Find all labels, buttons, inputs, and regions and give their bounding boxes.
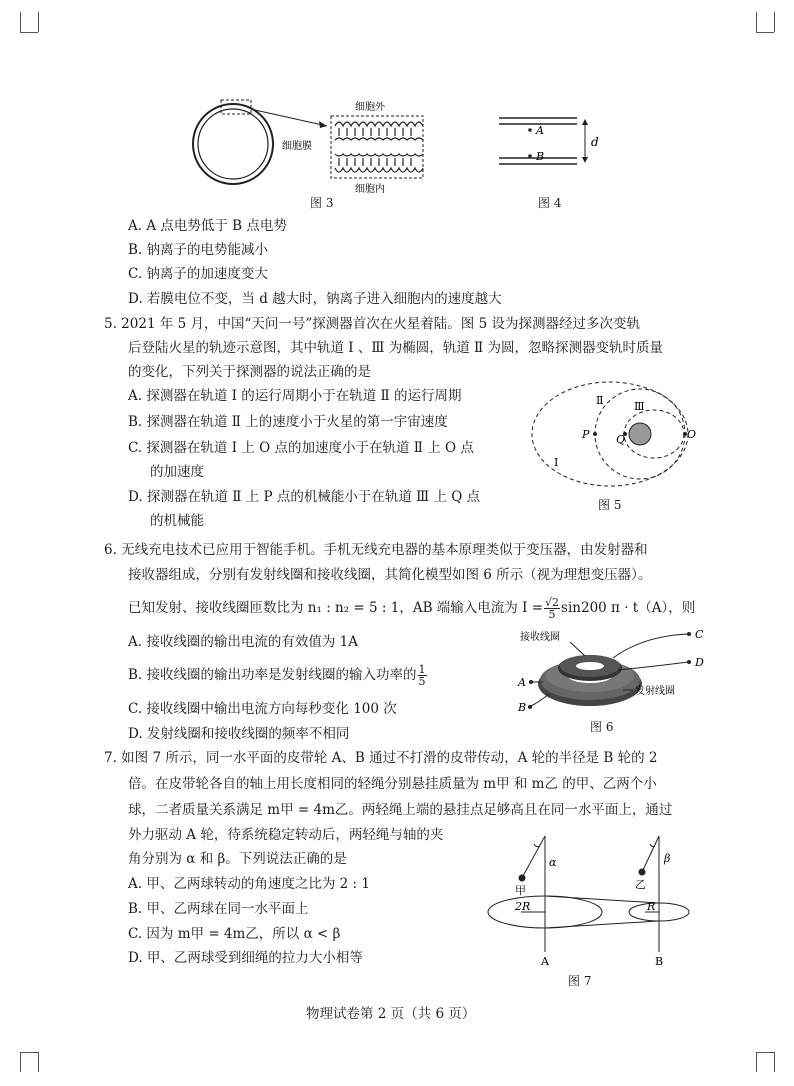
crop-mark xyxy=(20,1052,21,1072)
figure-4-caption: 图 4 xyxy=(538,196,562,210)
crop-mark xyxy=(774,1052,775,1072)
figure-5-orbits xyxy=(530,380,700,490)
label-c: C xyxy=(695,628,704,641)
q5-stem-line-2: 后登陆火星的轨迹示意图，其中轨道 Ⅰ 、Ⅲ 为椭圆，轨道 Ⅱ 为圆，忽略探测器变轨时质量 xyxy=(128,340,663,356)
q6-line3-b: sin200 π · t（A），则 xyxy=(561,600,696,616)
figure-6-coils xyxy=(515,622,715,722)
q6-line3-a: 已知发射、接收线圈匝数比为 n₁ : n₂ = 5 : 1，AB 端输入电流为 I = xyxy=(128,600,544,616)
label-axis-a: A xyxy=(541,955,549,967)
q7-option-d: D. 甲、乙两球受到细绳的拉力大小相等 xyxy=(128,950,363,966)
label-beta: β xyxy=(664,852,671,865)
figure-3-caption: 图 3 xyxy=(310,196,334,210)
label-r: R xyxy=(647,900,656,913)
label-b: B xyxy=(518,701,527,714)
crop-mark xyxy=(20,12,21,32)
q4-option-c: C. 钠离子的加速度变大 xyxy=(128,266,268,282)
crop-mark xyxy=(38,12,39,32)
q6-option-a: A. 接收线圈的输出电流的有效值为 1A xyxy=(128,634,358,650)
label-send-coil: 发射线圈 xyxy=(635,686,675,697)
q5-stem-line-1: 5. 2021 年 5 月，中国“天问一号”探测器首次在火星着陆。图 5 设为探测器经过多次变轨 xyxy=(104,316,640,332)
q7-stem-line-2: 倍。在皮带轮各自的轴上用长度相同的轻绳分别悬挂质量为 m甲 和 m乙 的甲、乙两个小 xyxy=(128,776,657,792)
crop-mark xyxy=(756,1052,757,1072)
crop-mark xyxy=(20,32,38,33)
figure-4-plates xyxy=(495,112,615,172)
frac-numerator: 1 xyxy=(418,663,426,676)
q5-option-c: C. 探测器在轨道 Ⅰ 上 O 点的加速度小于在轨道 Ⅱ 上 O 点 xyxy=(128,440,474,456)
label-orbit-3: Ⅲ xyxy=(634,400,645,413)
label-q: Q xyxy=(616,433,626,446)
q6-option-d: D. 发射线圈和接收线圈的频率不相同 xyxy=(128,726,350,742)
label-receive-coil: 接收线圈 xyxy=(520,632,560,643)
frac-denominator: 5 xyxy=(548,608,556,621)
q4-option-d: D. 若膜电位不变，当 d 越大时，钠离子进入细胞内的速度越大 xyxy=(128,291,502,307)
label-2r: 2R xyxy=(515,900,531,913)
label-ball-b: 乙 xyxy=(635,878,646,891)
q5-option-d-cont: 的机械能 xyxy=(150,513,204,529)
label-b: B xyxy=(536,150,545,163)
q7-stem-line-3: 球，二者质量关系满足 m甲 = 4m乙。两轻绳上端的悬挂点足够高且在同一水平面上，通过 xyxy=(128,802,673,818)
label-orbit-2: Ⅱ xyxy=(596,394,604,407)
q6-stem-line-3 xyxy=(128,596,695,620)
crop-mark xyxy=(774,12,775,32)
q5-option-c-cont: 的加速度 xyxy=(150,464,204,480)
q6-line3-fraction xyxy=(544,597,560,620)
figure-7-caption: 图 7 xyxy=(568,974,592,988)
figure-6-caption: 图 6 xyxy=(590,720,614,734)
label-outside: 细胞外 xyxy=(355,102,385,113)
q6-stem-line-2: 接收器组成，分别有发射线圈和接收线圈，其简化模型如图 6 所示（视为理想变压器）。 xyxy=(128,567,652,583)
figure-7-pulleys xyxy=(485,832,700,967)
q5-option-a: A. 探测器在轨道 Ⅰ 的运行周期小于在轨道 Ⅱ 的运行周期 xyxy=(128,388,462,404)
label-d: d xyxy=(591,135,599,149)
crop-mark xyxy=(756,1052,774,1053)
label-orbit-1: Ⅰ xyxy=(554,456,559,469)
q7-stem-line-4: 外力驱动 A 轮，待系统稳定转动后，两轻绳与轴的夹 xyxy=(128,827,444,843)
q6-option-b xyxy=(128,663,428,687)
q7-stem-line-1: 7. 如图 7 所示，同一水平面的皮带轮 A、B 通过不打滑的皮带传动，A 轮的半径是 B 轮的 2 xyxy=(104,750,658,766)
label-axis-b: B xyxy=(655,955,664,967)
frac-numerator: √2 xyxy=(545,596,560,609)
q6-option-b-text: B. 接收线圈的输出功率是发射线圈的输入功率的 xyxy=(128,667,417,683)
label-alpha: α xyxy=(549,856,557,869)
label-d: D xyxy=(695,656,704,669)
q6-option-b-fraction xyxy=(418,664,427,687)
q6-stem-line-1: 6. 无线充电技术已应用于智能手机。手机无线充电器的基本原理类似于变压器，由发射器和 xyxy=(104,542,648,558)
figure-5-caption: 图 5 xyxy=(598,498,622,512)
page-footer: 物理试卷第 2 页（共 6 页） xyxy=(306,1006,476,1022)
q7-option-c: C. 因为 m甲 = 4m乙，所以 α < β xyxy=(128,926,341,942)
label-ball-a: 甲 xyxy=(515,884,526,897)
q4-option-b: B. 钠离子的电势能减小 xyxy=(128,242,269,258)
q5-option-b: B. 探测器在轨道 Ⅱ 上的速度小于火星的第一宇宙速度 xyxy=(128,414,448,430)
label-membrane: 细胞膜 xyxy=(282,141,312,152)
label-a: A xyxy=(518,676,526,689)
label-o: O xyxy=(687,428,697,441)
frac-denominator: 5 xyxy=(418,675,426,688)
crop-mark xyxy=(20,1052,38,1053)
crop-mark xyxy=(756,12,757,32)
q5-stem-line-3: 的变化，下列关于探测器的说法正确的是 xyxy=(128,364,371,380)
q7-stem-line-5: 角分别为 α 和 β。下列说法正确的是 xyxy=(128,851,347,867)
crop-mark xyxy=(38,1052,39,1072)
figure-3-cell-membrane xyxy=(185,96,435,196)
q4-option-a: A. A 点电势低于 B 点电势 xyxy=(128,218,287,234)
q6-option-c: C. 接收线圈中输出电流方向每秒变化 100 次 xyxy=(128,701,397,717)
label-p: P xyxy=(582,428,590,441)
label-a: A xyxy=(536,124,544,137)
q7-option-a: A. 甲、乙两球转动的角速度之比为 2 : 1 xyxy=(128,876,370,892)
label-inside: 细胞内 xyxy=(355,184,385,195)
crop-mark xyxy=(756,32,774,33)
q7-option-b: B. 甲、乙两球在同一水平面上 xyxy=(128,901,309,917)
q5-option-d: D. 探测器在轨道 Ⅱ 上 P 点的机械能小于在轨道 Ⅲ 上 Q 点 xyxy=(128,489,481,505)
